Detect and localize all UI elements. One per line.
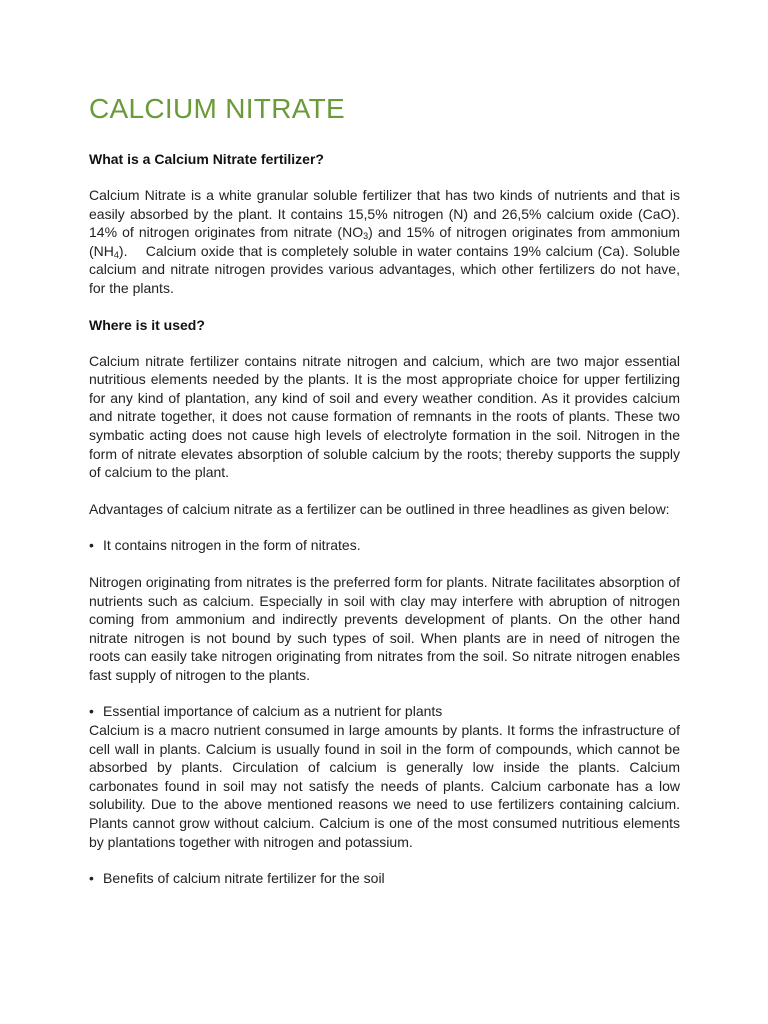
section-heading-what-is: What is a Calcium Nitrate fertilizer? [89,151,324,167]
subscript-no3: 3 [363,231,369,242]
section-heading-where-used: Where is it used? [89,316,205,333]
bullet-dot: • [89,870,94,887]
paragraph-definition [89,186,684,298]
subscript-nh4: 4 [113,249,119,260]
bullet-soil-benefits-title: Benefits of calcium nitrate fertilizer for the soil [103,870,385,887]
document-title: CALCIUM NITRATE [89,93,345,124]
paragraph-usage: Calcium nitrate fertilizer contains nitrate nitrogen and calcium, which are two major essential nutritious elements needed by the plants. It is the most appropriate choice for upper fertilizing for any kind of plantation, any kind of soil and every weather condition. As it provides calcium and nitrate together, it does not cause formation of remnants in the roots of plants. These two symbatic acting does not cause high levels of electrolyte formation in the soil. Nitrogen in the form of nitrate elevates absorption of soluble calcium by the roots; thereby supports the supply of calcium to the plant. [89,352,680,481]
paragraph-definition-part-a: Calcium Nitrate is a white granular soluble fertilizer that has two kinds of nutrients and that is easily absorbed by the plant. It contains 15,5% nitrogen (N) and 26,5% calcium oxide (CaO). 14% of nitrogen originates from nitrate (NO [89,187,680,241]
bullet-calcium-importance-title: Essential importance of calcium as a nutrient for plants [103,703,443,720]
bullet-nitrate-form-title: It contains nitrogen in the form of nitrates. [103,537,361,554]
bullet-nitrate-form [89,536,680,555]
paragraph-calcium-importance: Calcium is a macro nutrient consumed in large amounts by plants. It forms the infrastructure of cell wall in plants. Calcium is usually found in soil in the form of compounds, which cannot be absorbed by plants. Circulation of calcium is generally low inside the plants. Calcium carbonates found in soil may not satisfy the needs of plants. Calcium carbonate has a low solubility. Due to the above mentioned reasons we need to use fertilizers containing calcium. Plants cannot grow without calcium. Calcium is one of the most consumed nutritious elements by plantations together with nitrogen and potassium. [89,722,680,850]
bullet-calcium-importance [89,702,680,721]
paragraph-definition-part-b: ) and 15% of nitrogen originates from ammonium (NH [89,224,681,259]
document-page [89,92,684,888]
bullet-soil-benefits [89,869,680,888]
bullet-dot: • [89,537,94,554]
paragraph-nitrate-form: Nitrogen originating from nitrates is the preferred form for plants. Nitrate facilitates absorption of nutrients such as calcium. Especially in soil with clay may interfere with abruption of nitrogen coming from ammonium and indirectly prevents development of plants. On the other hand nitrate nitrogen is not bound by such types of soil. When plants are in need of nitrogen the roots can easily take nitrogen originating from nitrates from the soil. So nitrate nitrogen enables fast supply of nitrogen to the plants. [89,573,680,683]
paragraph-definition-part-c: ). Calcium oxide that is completely soluble in water contains 19% calcium (Ca). Soluble calcium and nitrate nitrogen provides various advantages, which other fertilizers do not have, for the plants. [89,242,684,296]
paragraph-advantages-intro: Advantages of calcium nitrate as a fertilizer can be outlined in three headlines as given below: [89,500,670,517]
bullet-dot: • [89,703,94,720]
